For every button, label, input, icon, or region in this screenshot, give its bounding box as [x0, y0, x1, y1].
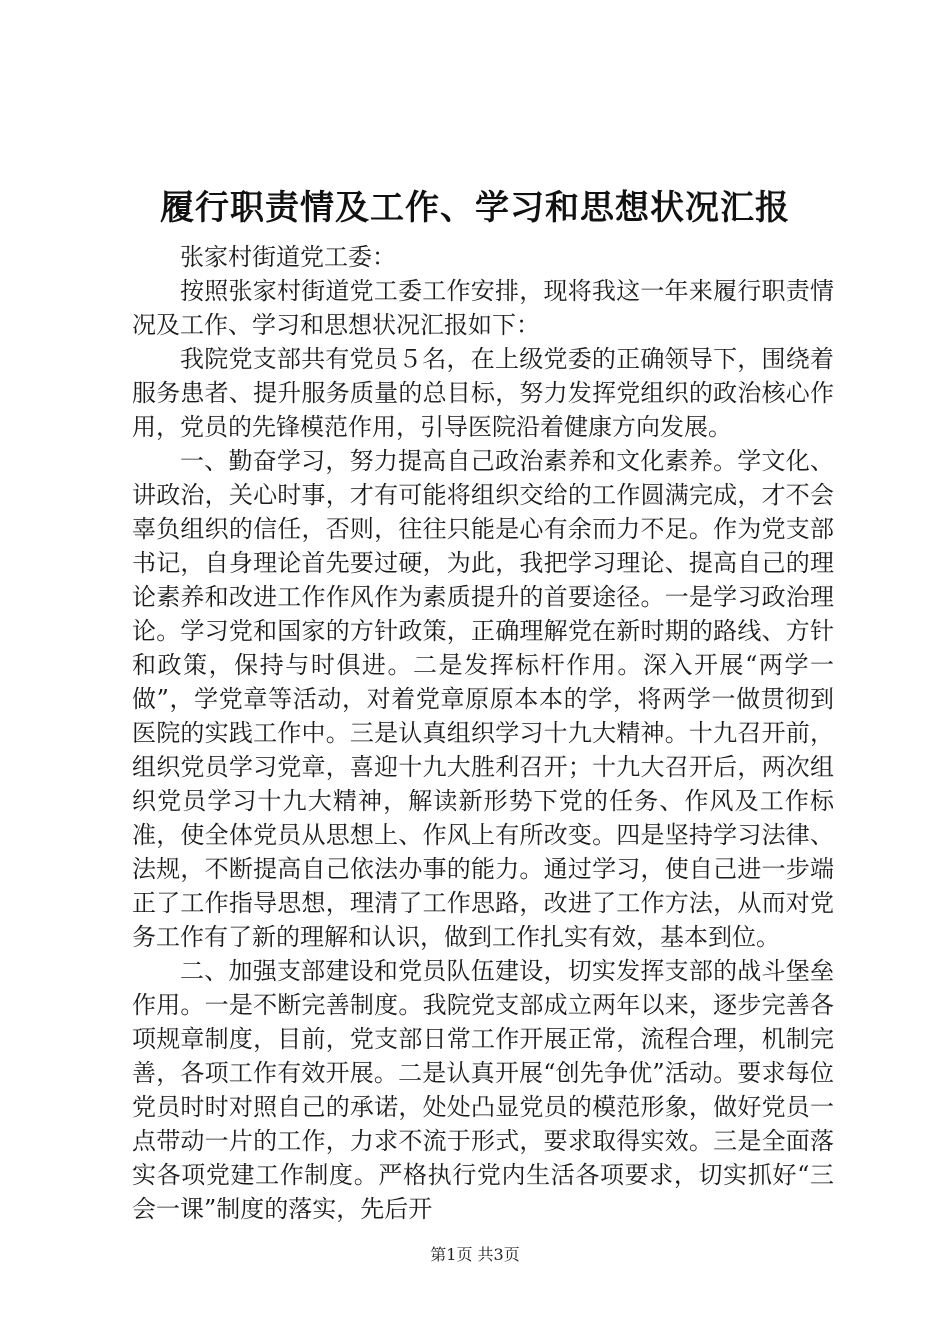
- document-body: [132, 240, 834, 1226]
- paragraph-overview: 我院党支部共有党员５名，在上级党委的正确领导下，围绕着服务患者、提升服务质量的总目标，努力发挥党组织的政治核心作用，党员的先锋模范作用，引导医院沿着健康方向发展。: [132, 345, 834, 441]
- salutation: 张家村街道党工委：: [180, 243, 396, 271]
- page-footer: 第1页 共3页: [430, 1245, 520, 1264]
- document-title: 履行职责情及工作、学习和思想状况汇报: [160, 188, 790, 228]
- paragraph-section-two: 二、加强支部建设和党员队伍建设，切实发挥支部的战斗堡垒作用。一是不断完善制度。我院党支部成立两年以来，逐步完善各项规章制度，目前，党支部日常工作开展正常，流程合理，机制完善，各项工作有效开展。二是认真开展“创先争优”活动。要求每位党员时时对照自己的承诺，处处凸显党员的模范形象，做好党员一点带动一片的工作，力求不流于形式，要求取得实效。三是全面落实各项党建工作制度。严格执行党内生活各项要求，切实抓好“三会一课”制度的落实，先后开: [132, 957, 834, 1223]
- paragraph-section-one: 一、勤奋学习，努力提高自己政治素养和文化素养。学文化、讲政治，关心时事，才有可能将组织交给的工作圆满完成，才不会辜负组织的信任，否则，往往只能是心有余而力不足。作为党支部书记，自身理论首先要过硬，为此，我把学习理论、提高自己的理论素养和改进工作作风作为素质提升的首要途径。一是学习政治理论。学习党和国家的方针政策，正确理解党在新时期的路线、方针和政策，保持与时俱进。二是发挥标杆作用。深入开展“两学一做”，学党章等活动，对着党章原原本本的学，将两学一做贯彻到医院的实践工作中。三是认真组织学习十九大精神。十九召开前，组织党员学习党章，喜迎十九大胜利召开；十九大召开后，两次组织党员学习十九大精神，解读新形势下党的任务、作风及工作标准，使全体党员从思想上、作风上有所改变。四是坚持学习法律、法规，不断提高自己依法办事的能力。通过学习，使自己进一步端正了工作指导思想，理清了工作思路，改进了工作方法，从而对党务工作有了新的理解和认识，做到工作扎实有效，基本到位。: [132, 447, 834, 951]
- paragraph-intro: 按照张家村街道党工委工作安排，现将我这一年来履行职责情况及工作、学习和思想状况汇报如下：: [132, 277, 834, 339]
